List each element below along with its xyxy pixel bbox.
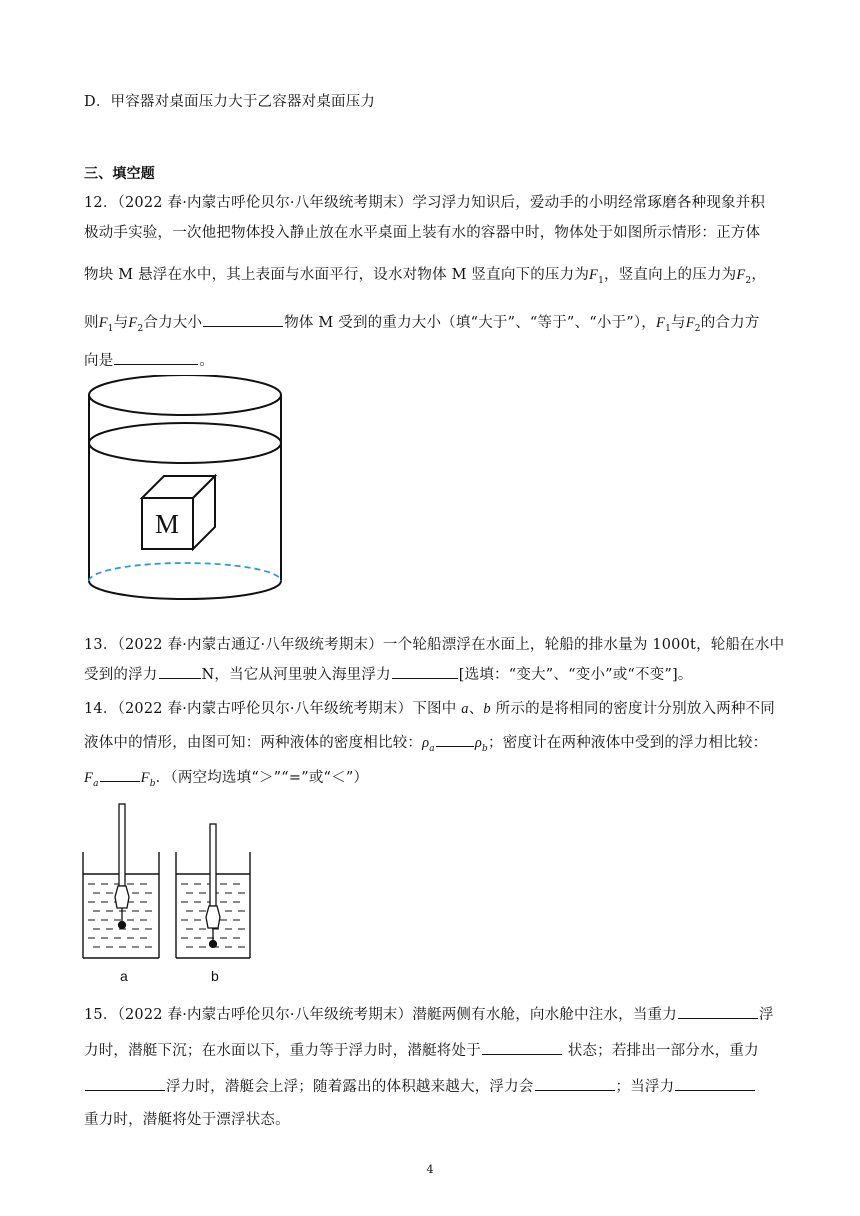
q15-line-3: 浮力时，潜艇会上浮；随着露出的体积越来越大，浮力会 ；当浮力 bbox=[84, 1075, 756, 1096]
symbol-f: F bbox=[656, 315, 666, 331]
q15-line-4: 重力时，潜艇将处于漂浮状态。 bbox=[84, 1112, 290, 1128]
answer-blank[interactable] bbox=[535, 1077, 615, 1091]
symbol-f: F bbox=[98, 315, 108, 331]
q12-line-2: 极动手实验，一次他把物体投入静止放在水平桌面上装有水的容器中时，物体处于如图所示情形：正方体 bbox=[84, 225, 761, 241]
answer-blank[interactable] bbox=[436, 733, 474, 747]
label-b: b bbox=[211, 968, 219, 984]
answer-blank[interactable] bbox=[392, 665, 458, 679]
q13-line-1: 13．（2022 春·内蒙古通辽·八年级统考期末）一个轮船漂浮在水面上，轮船的排水量为 1000t，轮船在水中 bbox=[84, 637, 785, 653]
symbol-f: F bbox=[685, 315, 695, 331]
water-surface bbox=[89, 423, 281, 463]
answer-blank[interactable] bbox=[675, 1077, 755, 1091]
answer-blank[interactable] bbox=[482, 1041, 562, 1055]
q15-line-1: 15．（2022 春·内蒙古呼伦贝尔·八年级统考期末）潜艇两侧有水舱，向水舱中注水，当重力 浮 bbox=[84, 1007, 774, 1023]
q12-line-5: 向是 。 bbox=[84, 353, 215, 369]
cube-label: M bbox=[154, 509, 180, 539]
answer-blank[interactable] bbox=[159, 665, 201, 679]
q12-line-1: 12．（2022 春·内蒙古呼伦贝尔·八年级统考期末）学习浮力知识后，爱动手的小明经常琢磨各种现象并积 bbox=[84, 195, 766, 211]
q12-line-3: 物块 M 悬浮在水中，其上表面与水面平行，设水对物体 M 竖直向下的压力为$F_1$，竖直向上的压力为$F_2$， bbox=[84, 267, 767, 286]
beaker-cube-figure bbox=[80, 375, 300, 600]
beaker-rim bbox=[89, 375, 281, 415]
answer-blank[interactable] bbox=[85, 1077, 165, 1091]
answer-blank[interactable] bbox=[100, 768, 140, 782]
q12-line-4: 则$F_1$与$F_2$合力大小 物体 M 受到的重力大小（填“大于”、“等于”、“小于”），$F_1$与$F_2$的合力方 bbox=[84, 315, 760, 334]
label-a: a bbox=[120, 968, 128, 984]
hydrometer-figure bbox=[80, 800, 270, 990]
answer-blank[interactable] bbox=[678, 1005, 758, 1019]
q14-line-2: 液体中的情形，由图可知：两种液体的密度相比较：$\rho_a$ $\rho_b$；密度计在两种液体中受到的浮力相比较： bbox=[84, 735, 768, 754]
symbol-f: F bbox=[128, 315, 138, 331]
q14-line-1: 14．（2022 春·内蒙古呼伦贝尔·八年级统考期末）下图中 a、b 所示的是将相同的密度计分别放入两种不同 bbox=[84, 701, 775, 717]
q13-line-2: 受到的浮力 N，当它从河里驶入海里浮力 [选填：“变大”、“变小”或“不变”]。 bbox=[84, 667, 693, 683]
answer-blank[interactable] bbox=[203, 313, 283, 327]
beaker-bottom bbox=[89, 581, 281, 599]
hydrometer-a bbox=[115, 804, 129, 929]
q15-line-2: 力时，潜艇下沉；在水面以下，重力等于浮力时，潜艇将处于 状态；若排出一部分水，重力 bbox=[84, 1043, 759, 1059]
symbol-f: F bbox=[736, 267, 746, 283]
q14-line-3: $F_a$ $F_b$．（两空均选填“＞”“=”或“＜”） bbox=[84, 770, 369, 789]
answer-blank[interactable] bbox=[114, 351, 198, 365]
liquid-hatching bbox=[88, 884, 245, 947]
beaker-bottom-hidden bbox=[89, 563, 281, 581]
section-title: 三、填空题 bbox=[84, 166, 155, 182]
page-number: 4 bbox=[426, 1163, 434, 1176]
option-d: D．甲容器对桌面压力大于乙容器对桌面压力 bbox=[84, 94, 376, 110]
symbol-f: F bbox=[589, 267, 599, 283]
